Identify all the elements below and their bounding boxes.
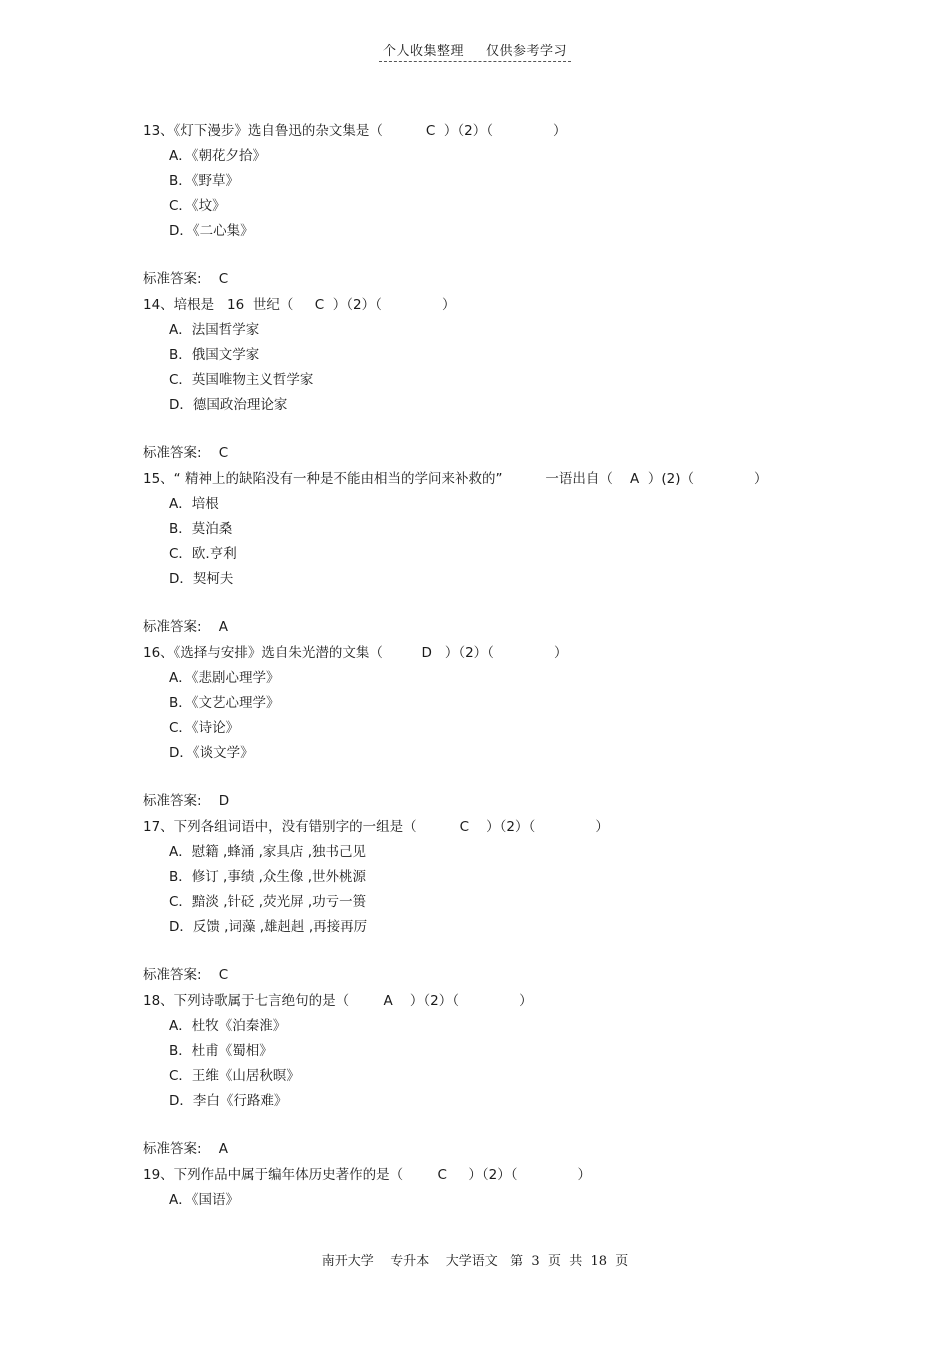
option-b: B．《野草》 <box>169 173 240 189</box>
question-17 <box>143 817 823 991</box>
option-c: C．黯淡 ,针砭 ,荧光屏 ,功亏一篑 <box>169 894 367 910</box>
option-d: D．李白《行路难》 <box>169 1093 288 1109</box>
option-a: A．《国语》 <box>169 1192 239 1208</box>
question-16 <box>143 643 823 817</box>
page-header <box>0 40 950 62</box>
option-d: D．契柯夫 <box>169 571 234 587</box>
question-stem: 14、培根是 16 世纪（ C ）（2）（ ） <box>143 297 456 313</box>
standard-answer: 标准答案: A <box>143 619 228 635</box>
option-b: B．修订 ,事绩 ,众生像 ,世外桃源 <box>169 869 367 885</box>
header-underline <box>379 40 571 62</box>
question-stem: 17、下列各组词语中，没有错别字的一组是（ C ）（2）（ ） <box>143 819 609 835</box>
option-c: C．英国唯物主义哲学家 <box>169 372 314 388</box>
option-c: C．王维《山居秋暝》 <box>169 1068 300 1084</box>
option-a: A．法国哲学家 <box>169 322 260 338</box>
standard-answer: 标准答案: C <box>143 967 229 983</box>
question-13 <box>143 121 823 295</box>
question-18 <box>143 991 823 1165</box>
header-left-text: 个人收集整理 <box>382 44 464 59</box>
question-stem: 16、《选择与安排》选自朱光潜的文集（ D ）（2）（ ） <box>143 645 568 661</box>
option-a: A．杜牧《泊秦淮》 <box>169 1018 287 1034</box>
standard-answer: 标准答案: D <box>143 793 230 809</box>
option-b: B．莫泊桑 <box>169 521 233 537</box>
question-14 <box>143 295 823 469</box>
option-d: D．德国政治理论家 <box>169 397 288 413</box>
standard-answer: 标准答案: C <box>143 445 229 461</box>
question-stem: 19、下列作品中属于编年体历史著作的是（ C ）（2）（ ） <box>143 1167 592 1183</box>
option-b: B．俄国文学家 <box>169 347 260 363</box>
option-d: D．反馈 ,词藻 ,雄赳赳 ,再接再厉 <box>169 919 368 935</box>
page-footer: 南开大学 专升本 大学语文 第 3 页 共 18 页 <box>321 1254 629 1269</box>
question-stem: 18、下列诗歌属于七言绝句的是（ A ）（2）（ ） <box>143 993 533 1009</box>
question-stem: 15、“ 精神上的缺陷没有一种是不能由相当的学问来补救的” 一语出自（ A ）(2)（ ） <box>143 471 768 487</box>
question-stem: 13、《灯下漫步》选自鲁迅的杂文集是（ C ）（2）（ ） <box>143 123 567 139</box>
question-15 <box>143 469 823 643</box>
header-right-text: 仅供参考学习 <box>486 44 568 59</box>
option-b: B．《文艺心理学》 <box>169 695 280 711</box>
standard-answer: 标准答案: A <box>143 1141 228 1157</box>
option-c: C．欧.亨利 <box>169 546 237 562</box>
option-d: D．《谈文学》 <box>169 745 254 761</box>
question-19 <box>143 1165 823 1215</box>
option-d: D．《二心集》 <box>169 223 254 239</box>
option-b: B．杜甫《蜀相》 <box>169 1043 273 1059</box>
option-a: A．培根 <box>169 496 219 512</box>
question-list <box>143 121 823 1215</box>
option-a: A．慰籍 ,蜂涌 ,家具店 ,独书己见 <box>169 844 366 860</box>
option-c: C．《坟》 <box>169 198 226 214</box>
option-c: C．《诗论》 <box>169 720 240 736</box>
option-a: A．《朝花夕拾》 <box>169 148 266 164</box>
option-a: A．《悲剧心理学》 <box>169 670 280 686</box>
standard-answer: 标准答案: C <box>143 271 229 287</box>
